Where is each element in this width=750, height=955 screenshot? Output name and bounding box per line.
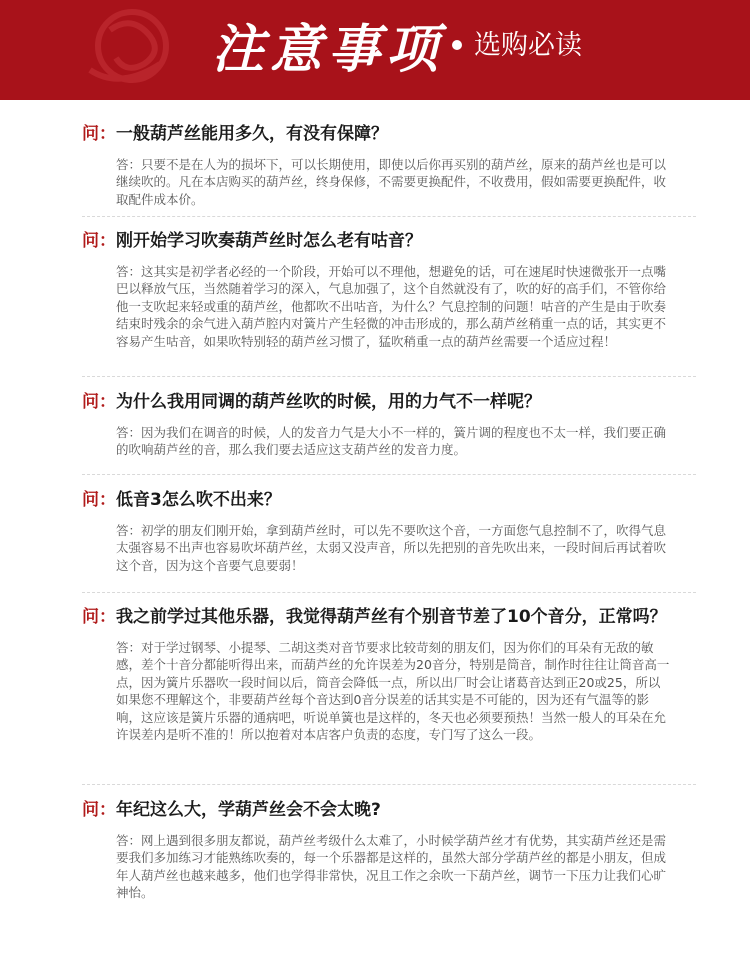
- faq-answer: 答：只要不是在人为的损坏下，可以长期使用，即使以后你再买别的葫芦丝，原来的葫芦丝也是可以继续吹的。凡在本店购买的葫芦丝，终身保修，不需要更换配件，不收费用，假如需要更换配件，收取配件成本价。: [116, 157, 667, 207]
- faq-question: [82, 798, 696, 822]
- dragon-watermark-icon: [70, 0, 210, 100]
- question-label: 问：: [82, 800, 116, 820]
- page-subtitle: 选购必读: [474, 30, 582, 61]
- header-banner: [0, 0, 750, 100]
- divider: [82, 216, 696, 217]
- faq-question: [82, 390, 696, 414]
- question-text: 为什么我用同调的葫芦丝吹的时候，用的力气不一样呢？: [116, 392, 541, 412]
- faq-item: [82, 605, 696, 743]
- faq-question: [82, 488, 696, 512]
- divider: [82, 592, 696, 593]
- question-label: 问：: [82, 607, 116, 627]
- title-separator-dot: [452, 40, 462, 50]
- faq-question: [82, 122, 696, 146]
- divider: [82, 376, 696, 377]
- faq-item: [82, 122, 696, 208]
- faq-item: [82, 229, 696, 350]
- question-text: 刚开始学习吹奏葫芦丝时怎么老有咕音？: [116, 231, 422, 251]
- faq-item: [82, 488, 696, 574]
- divider: [82, 784, 696, 785]
- faq-question: [82, 229, 696, 253]
- page-title: 注意事项: [212, 19, 445, 80]
- faq-answer: 答：这其实是初学者必经的一个阶段，开始可以不理他，想避免的话，可在速尾时快速微张开一点嘴巴以释放气压，当然随着学习的深入，气息加强了，这个自然就没有了，吹的好的高手们，不管你给他一支吹起来轻或重的葫芦丝，他都吹不出咕音，为什么？气息控制的问题！咕音的产生是由于吹奏结束时残余的余气进入葫芦腔内对簧片产生轻微的冲击形成的，那么葫芦丝稍重一点的话，其实更不容易产生咕音，如果吹特别轻的葫芦丝习惯了，猛吹稍重一点的葫芦丝需要一个适应过程！: [116, 264, 667, 349]
- question-text: 低音3怎么吹不出来？: [116, 490, 281, 510]
- faq-item: [82, 390, 696, 459]
- faq-answer: 答：对于学过钢琴、小提琴、二胡这类对音节要求比较苛刻的朋友们，因为你们的耳朵有无敌的敏感，差个十音分都能听得出来，而葫芦丝的允许误差为20音分，特别是筒音，制作时往往让筒音高一点，因为簧片乐器吹一段时间以后，筒音会降低一点，所以出厂时会让诸葛音达到正20或25，所以如果您不理解这个，非要葫芦丝每个音达到0音分误差的话其实是不可能的，因为还有气温等的影响，这应该是簧片乐器的通病吧，听说单簧也是这样的，冬天也必须要预热！当然一般人的耳朵在允许误差内是听不准的！所以抱着对本店客户负责的态度，专门写了这么一段。: [116, 640, 670, 743]
- faq-question: [82, 605, 696, 629]
- question-label: 问：: [82, 392, 116, 412]
- question-label: 问：: [82, 231, 116, 251]
- question-label: 问：: [82, 124, 116, 144]
- question-text: 年纪这么大，学葫芦丝会不会太晚?: [116, 800, 381, 820]
- divider: [82, 474, 696, 475]
- faq-item: [82, 798, 696, 902]
- question-text: 我之前学过其他乐器，我觉得葫芦丝有个别音节差了10个音分，正常吗？: [116, 607, 667, 627]
- question-label: 问：: [82, 490, 116, 510]
- faq-answer: 答：网上遇到很多朋友都说，葫芦丝考级什么太难了，小时候学葫芦丝才有优势，其实葫芦丝还是需要我们多加练习才能熟练吹奏的，每一个乐器都是这样的，虽然大部分学葫芦丝的都是小朋友，但成年人葫芦丝也越来越多，他们也学得非常快，况且工作之余吹一下葫芦丝，调节一下压力让我们心旷神怡。: [116, 833, 667, 901]
- faq-answer: 答：初学的朋友们刚开始，拿到葫芦丝时，可以先不要吹这个音，一方面您气息控制不了，吹得气息太强容易不出声也容易吹坏葫芦丝，太弱又没声音，所以先把别的音先吹出来，一段时间后再试着吹这个音，因为这个音要气息要弱！: [116, 523, 667, 573]
- faq-answer: 答：因为我们在调音的时候，人的发音力气是大小不一样的，簧片调的程度也不太一样，我们要正确的吹响葫芦丝的音，那么我们要去适应这支葫芦丝的发音力度。: [116, 425, 667, 458]
- question-text: 一般葫芦丝能用多久，有没有保障？: [116, 124, 388, 144]
